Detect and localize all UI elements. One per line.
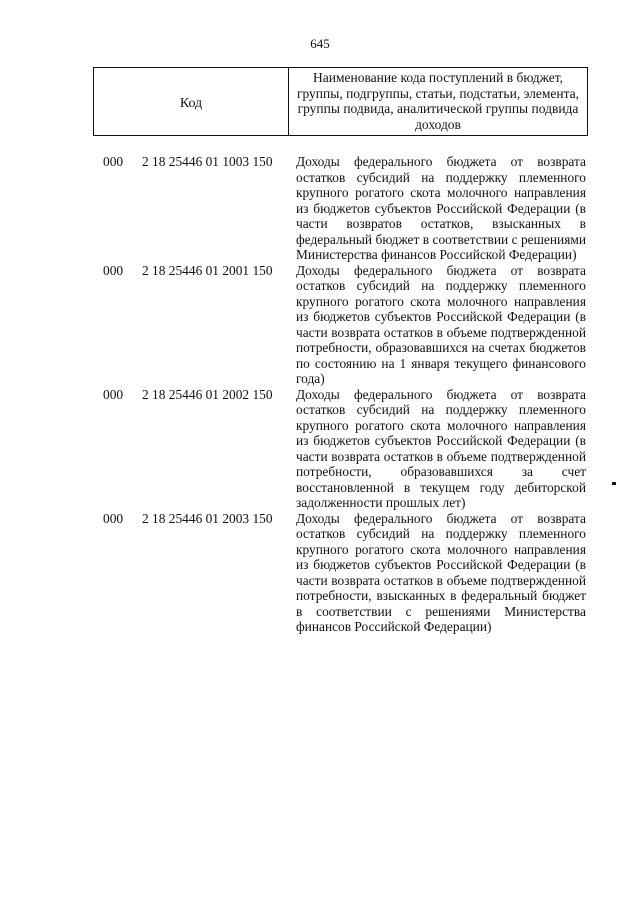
budget-code: 2 18 25446 01 2003 150 (142, 510, 273, 526)
admin-code: 000 (103, 262, 124, 278)
budget-code: 2 18 25446 01 2001 150 (142, 262, 273, 278)
table-row (0, 154, 640, 263)
income-code-list (0, 154, 640, 635)
budget-code: 2 18 25446 01 2002 150 (142, 386, 273, 402)
admin-code: 000 (103, 386, 124, 402)
income-description: Доходы федерального бюджета от возврата остатков субсидий на поддержку племенного крупного рогатого скота молочного направления из бюджетов субъектов Российской Федерации (в части возврата остатков в объеме подтвержденной потребности, образовавшихся на счетах бюджетов по состоянию на 1 января текущего финансового года) (296, 262, 586, 386)
table-row (0, 263, 640, 387)
header-name-cell: Наименование кода поступлений в бюджет, группы, подгруппы, статьи, подстатьи, элемента, группы подвида, аналитической группы подвида доходов (296, 70, 580, 132)
table-header (93, 67, 588, 136)
admin-code: 000 (103, 154, 124, 169)
income-description: Доходы федерального бюджета от возврата остатков субсидий на поддержку племенного крупного рогатого скота молочного направления из бюджетов субъектов Российской Федерации (в части возврата остатков в объеме подтвержденной потребности, взысканных в федеральный бюджет в соответствии с решениями Министерства финансов Российской Федерации) (296, 510, 586, 634)
income-description: Доходы федерального бюджета от возврата остатков субсидий на поддержку племенного крупного рогатого скота молочного направления из бюджетов субъектов Российской Федерации (в части возвратов остатков, взысканных в федеральный бюджет в соответствии с решениями Министерства финансов Российской Федерации) (296, 154, 586, 262)
scan-mark (612, 482, 616, 485)
table-row (0, 511, 640, 635)
admin-code: 000 (103, 510, 124, 526)
table-row (0, 387, 640, 511)
header-code-cell: Код (94, 68, 289, 135)
budget-code: 2 18 25446 01 1003 150 (142, 154, 273, 169)
income-description: Доходы федерального бюджета от возврата остатков субсидий на поддержку племенного крупного рогатого скота молочного направления из бюджетов субъектов Российской Федерации (в части возврата остатков в объеме подтвержденной потребности, образовавшихся за счет восстановленной в текущем году дебиторской задолженности прошлых лет) (296, 386, 586, 510)
page-number: 645 (310, 36, 330, 51)
